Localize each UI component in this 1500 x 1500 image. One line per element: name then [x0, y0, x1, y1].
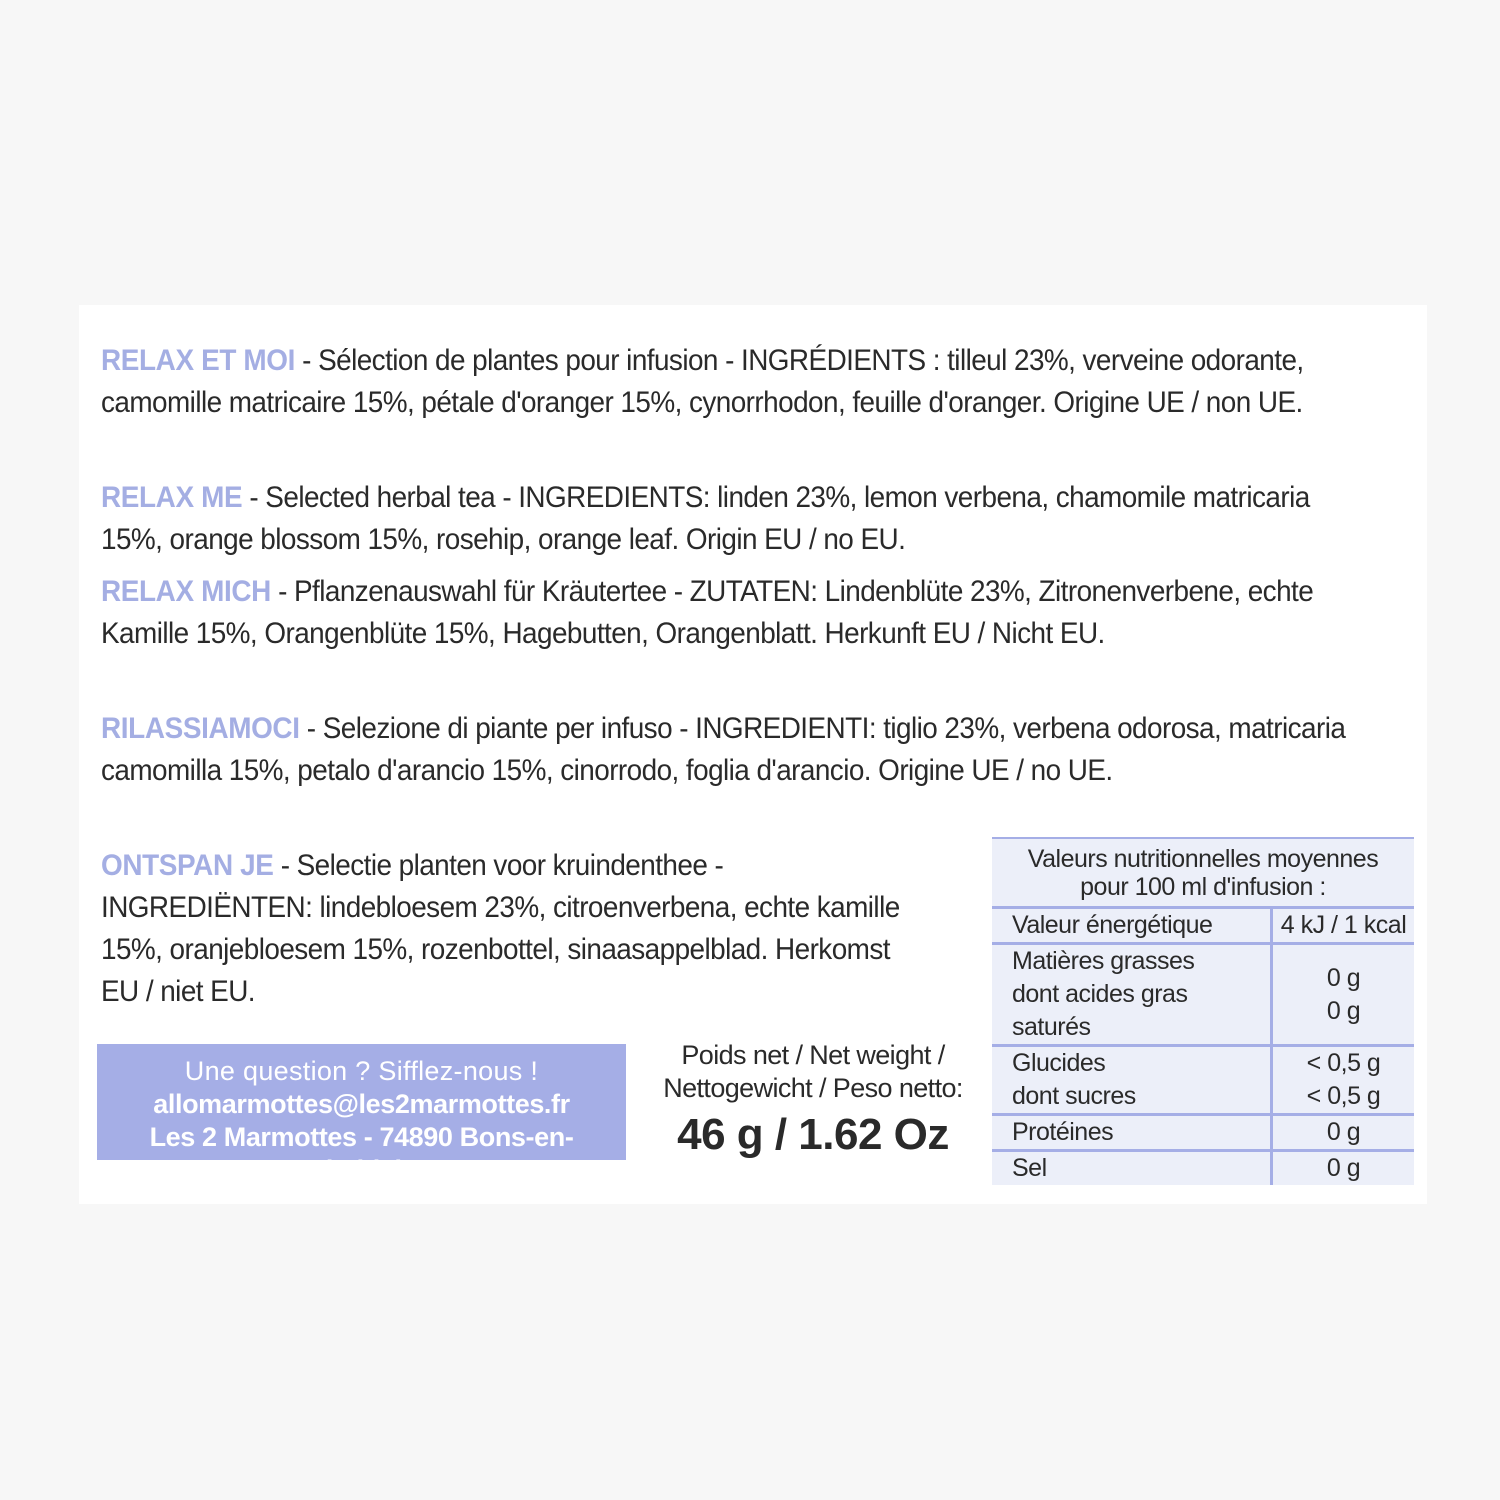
contact-question: Une question ? Sifflez-nous ! — [184, 1056, 539, 1086]
nutrition-value: 0 g — [1326, 1154, 1361, 1182]
nutrition-label — [992, 944, 1272, 1046]
nutrition-row-fat — [992, 944, 1414, 1046]
net-weight-label-2: Nettogewicht / Peso netto: — [663, 1073, 963, 1103]
nutrition-value: 4 kJ / 1 kcal — [1272, 908, 1415, 944]
ingredients-en — [101, 477, 1347, 561]
ingredients-de — [101, 571, 1375, 655]
product-name-it: RILASSIAMOCI — [101, 712, 300, 745]
contact-email[interactable]: allomarmottes@les2marmottes.fr — [153, 1089, 570, 1119]
net-weight-value: 46 g / 1.62 Oz — [677, 1110, 949, 1159]
product-name-en: RELAX ME — [101, 481, 243, 514]
nutrition-row-protein — [992, 1115, 1414, 1151]
nutrition-label-sub: dont acides gras saturés — [1012, 980, 1188, 1041]
product-name-nl: ONTSPAN JE — [101, 849, 274, 882]
nutrition-value: 0 g — [1272, 1115, 1415, 1151]
ingredients-text-it: - Selezione di piante per infuso - INGREDIENTI: tiglio 23%, verbena odorosa, matricaria camomilla 15%, petalo d'arancio 15%, cinorrodo, foglia d'arancio. Origine UE / no UE. — [101, 712, 1346, 787]
nutrition-value-main: 0 g — [1326, 963, 1361, 992]
nutrition-label-main: Glucides — [1012, 1049, 1106, 1077]
nutrition-value-sub: 0 g — [1326, 996, 1361, 1025]
ingredients-text-en: - Selected herbal tea - INGREDIENTS: linden 23%, lemon verbena, chamomile matricaria 15%, orange blossom 15%, rosehip, orange leaf. Origin EU / no EU. — [101, 481, 1310, 556]
ingredients-fr — [101, 340, 1347, 424]
ingredients-nl — [101, 845, 919, 1013]
nutrition-label: Sel — [992, 1151, 1272, 1186]
nutrition-value — [1272, 944, 1415, 1046]
nutrition-title-line1: Valeurs nutritionnelles moyennes — [1027, 844, 1379, 873]
net-weight — [651, 1039, 975, 1163]
contact-address: Les 2 Marmottes - 74890 Bons-en-Chablais — [149, 1122, 574, 1185]
ingredients-text-de: - Pflanzenauswahl für Kräutertee - ZUTATEN: Lindenblüte 23%, Zitronenverbene, echte Kamille 15%, Orangenblüte 15%, Hagebutten, Orangenblatt. Herkunft EU / Nicht EU. — [101, 575, 1314, 650]
nutrition-title-line2: pour 100 ml d'infusion : — [1080, 872, 1326, 901]
nutrition-label: Valeur énergétique — [992, 908, 1272, 944]
nutrition-row-energy — [992, 908, 1414, 944]
nutrition-value-main: < 0,5 g — [1306, 1049, 1381, 1077]
nutrition-table — [992, 837, 1414, 1185]
nutrition-value-sub: < 0,5 g — [1306, 1082, 1381, 1110]
contact-box — [97, 1044, 626, 1185]
nutrition-title — [992, 838, 1414, 908]
product-label — [79, 305, 1427, 1204]
nutrition-label: Protéines — [992, 1115, 1272, 1151]
nutrition-row-carbs — [992, 1046, 1414, 1115]
net-weight-label-1: Poids net / Net weight / — [681, 1040, 945, 1070]
nutrition-label — [992, 1046, 1272, 1115]
product-name-fr: RELAX ET MOI — [101, 344, 295, 377]
nutrition-row-salt — [992, 1151, 1414, 1186]
ingredients-text-fr: - Sélection de plantes pour infusion - INGRÉDIENTS : tilleul 23%, verveine odorante, camomille matricaire 15%, pétale d'oranger 15%, cynorrhodon, feuille d'oranger. Origine UE / non UE. — [101, 344, 1304, 419]
ingredients-it — [101, 708, 1347, 792]
ingredients-text-nl: - Selectie planten voor kruindenthee - INGREDIËNTEN: lindebloesem 23%, citroenverbena, echte kamille 15%, oranjebloesem 15%, rozenbottel, sinaasappelblad. Herkomst EU / niet EU. — [101, 849, 900, 1008]
nutrition-value — [1272, 1046, 1415, 1115]
nutrition-label-main: Matières grasses — [1012, 947, 1195, 975]
nutrition-label-sub: dont sucres — [1012, 1082, 1136, 1110]
product-name-de: RELAX MICH — [101, 575, 271, 608]
